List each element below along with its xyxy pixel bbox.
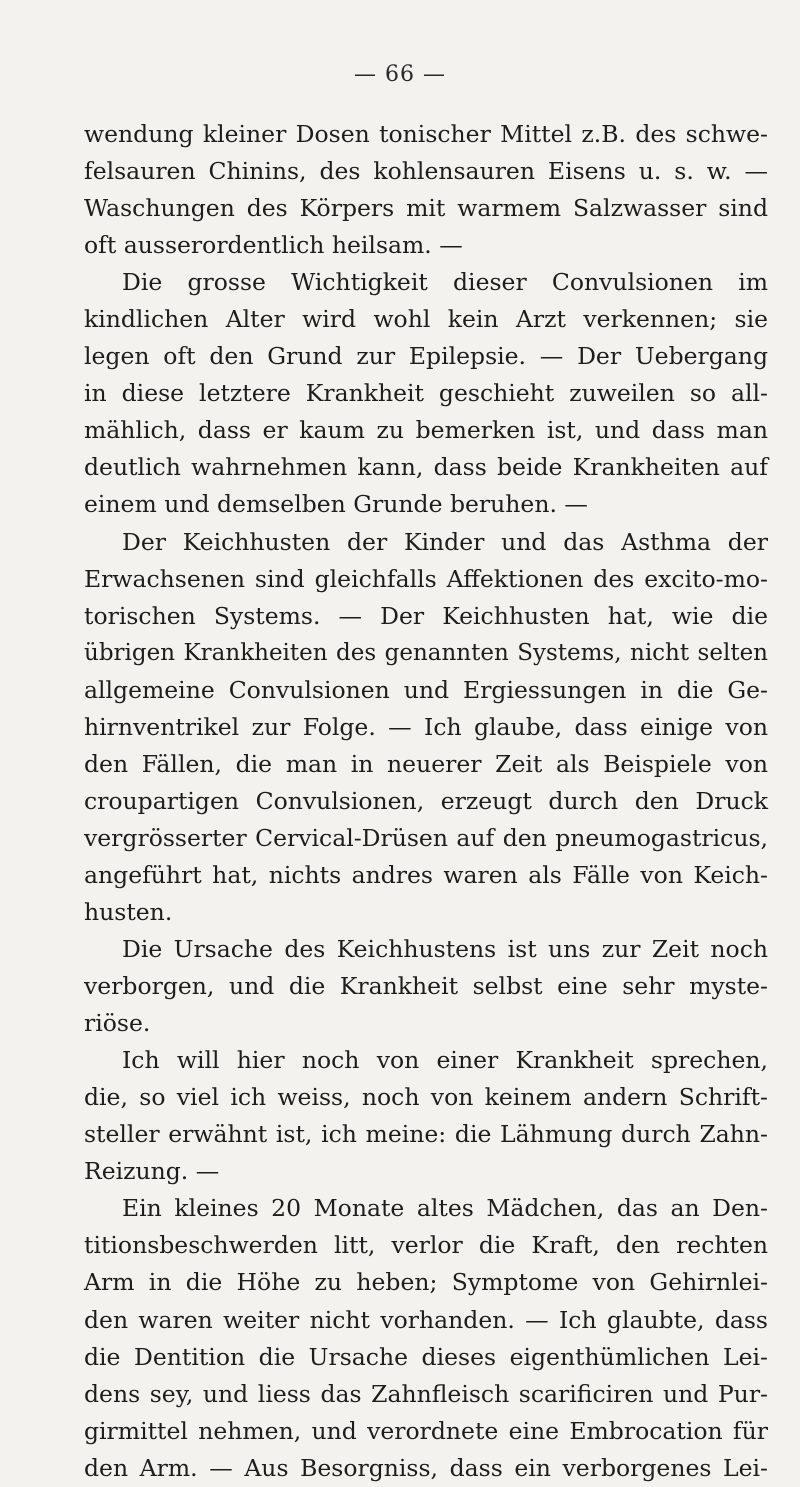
- text-line: Ich will hier noch von einer Krankheit sprechen,: [122, 1046, 768, 1075]
- text-line: wendung kleiner Dosen tonischer Mittel z.B. des schwe-: [84, 120, 768, 148]
- text-line: verborgen, und die Krankheit selbst eine sehr myste-: [84, 972, 768, 1001]
- text-line: legen oft den Grund zur Epilepsie. — Der Uebergang: [84, 342, 768, 371]
- text-line: Die Ursache des Keichhustens ist uns zur Zeit noch: [122, 935, 768, 964]
- text-line: croupartigen Convulsionen, erzeugt durch den Druck: [84, 786, 768, 815]
- text-line: girmittel nehmen, und verordnete eine Embrocation für: [84, 1416, 768, 1445]
- text-line: Ein kleines 20 Monate altes Mädchen, das an Den-: [122, 1194, 768, 1223]
- text-line: titionsbeschwerden litt, verlor die Kraft, den rechten: [84, 1231, 768, 1260]
- body-text: [84, 116, 768, 1487]
- text-line: vergrösserter Cervical-Drüsen auf den pneumogastricus,: [84, 823, 768, 852]
- text-line: dens sey, und liess das Zahnfleisch scarificiren und Pur-: [84, 1379, 768, 1408]
- text-line: Erwachsenen sind gleichfalls Affektionen des excito-mo-: [84, 564, 768, 593]
- page-number: — 66 —: [354, 62, 446, 87]
- text-line: Die grosse Wichtigkeit dieser Convulsionen im: [122, 268, 768, 297]
- text-line: mählich, dass er kaum zu bemerken ist, und dass man: [84, 416, 768, 445]
- text-line: torischen Systems. — Der Keichhusten hat, wie die: [84, 601, 768, 630]
- text-line: riöse.: [84, 1009, 151, 1038]
- text-line: steller erwähnt ist, ich meine: die Lähmung durch Zahn-: [84, 1120, 768, 1149]
- text-line: in diese letztere Krankheit geschieht zuweilen so all-: [84, 379, 768, 408]
- text-line: den waren weiter nicht vorhanden. — Ich glaubte, dass: [84, 1305, 768, 1334]
- text-line: felsauren Chinins, des kohlensauren Eisens u. s. w. —: [84, 157, 768, 186]
- text-line: Reizung. —: [84, 1157, 220, 1186]
- text-line: husten.: [84, 897, 173, 926]
- text-line: den Arm. — Aus Besorgniss, dass ein verborgenes Lei-: [84, 1453, 768, 1482]
- text-line: oft ausserordentlich heilsam. —: [84, 231, 463, 260]
- text-line: allgemeine Convulsionen und Ergiessungen in die Ge-: [84, 675, 768, 704]
- text-line: den Fällen, die man in neuerer Zeit als Beispiele von: [84, 749, 768, 778]
- text-line: Der Keichhusten der Kinder und das Asthma der: [122, 527, 768, 556]
- text-line: Waschungen des Körpers mit warmem Salzwasser sind: [84, 194, 768, 223]
- text-line: angeführt hat, nichts andres waren als Fälle von Keich-: [84, 860, 768, 889]
- text-line: die, so viel ich weiss, noch von keinem andern Schrift-: [84, 1083, 768, 1112]
- text-line: die Dentition die Ursache dieses eigenthümlichen Lei-: [84, 1342, 768, 1371]
- text-line: kindlichen Alter wird wohl kein Arzt verkennen; sie: [84, 305, 768, 334]
- text-line: hirnventrikel zur Folge. — Ich glaube, dass einige von: [84, 712, 768, 741]
- text-line: übrigen Krankheiten des genannten Systems, nicht selten: [84, 639, 768, 666]
- text-line: Arm in die Höhe zu heben; Symptome von Gehirnlei-: [84, 1268, 768, 1297]
- text-line: deutlich wahrnehmen kann, dass beide Krankheiten auf: [84, 453, 768, 482]
- text-line: einem und demselben Grunde beruhen. —: [84, 490, 588, 519]
